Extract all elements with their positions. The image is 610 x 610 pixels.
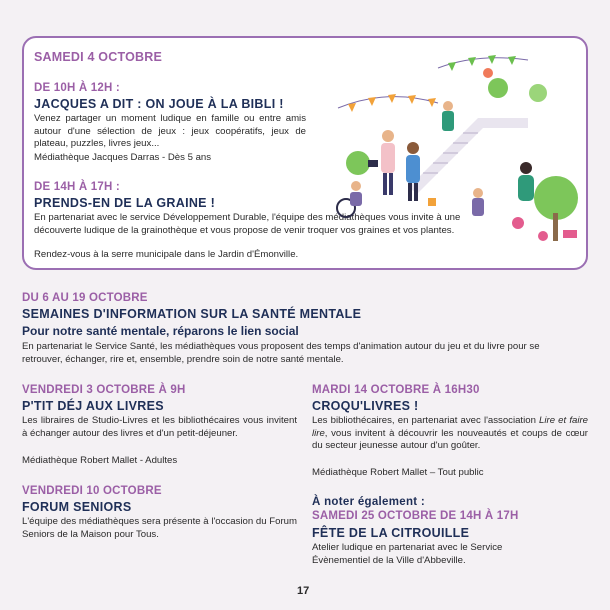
event2-time: DE 14H À 17H : xyxy=(34,181,120,193)
right-event1-desc-part1: Les bibliothécaires, en partenariat avec l'association xyxy=(312,415,536,426)
right-event1-title: CROQU'LIVRES ! xyxy=(312,399,419,413)
right-event1-desc-part2: , vous invitent à découvrir les nouveautés et coups de cœur du secteur jeunesse autour d'un goûter. xyxy=(312,427,588,451)
left-event1-description: Les libraires de Studio-Livres et les bibliothécaires vous invitent à échanger autour des livres et d'un petit-déjeuner. xyxy=(22,415,297,439)
event1-time: DE 10H À 12H : xyxy=(34,82,120,94)
left-event1-place: Médiathèque Robert Mallet - Adultes xyxy=(22,455,178,466)
box-date: SAMEDI 4 OCTOBRE xyxy=(34,50,162,64)
event2-description: En partenariat avec le service Développement Durable, l'équipe des médiathèques vous invite à une découverte ludique de la grainothèque et vous propose de venir troquer vos graines et vos plantes. xyxy=(34,212,461,236)
right-event1-place: Médiathèque Robert Mallet – Tout public xyxy=(312,467,484,478)
games-garden-illustration xyxy=(328,48,586,248)
event1-description: Venez partager un moment ludique en famille ou entre amis autour d'une sélection de jeux : jeux coopératifs, jeux de plateau, puzzles, livres jeux... xyxy=(34,113,306,149)
right-event2-description: Atelier ludique en partenariat avec le Service Évènementiel de la Ville d'Abbeville. xyxy=(312,542,503,566)
left-event1-title: P'TIT DÉJ AUX LIVRES xyxy=(22,399,164,413)
left-event2-title: FORUM SENIORS xyxy=(22,500,132,514)
event2-title: PRENDS-EN DE LA GRAINE ! xyxy=(34,196,216,210)
mental-health-subtitle: Pour notre santé mentale, réparons le lien social xyxy=(22,324,299,338)
right-event2-title: FÊTE DE LA CITROUILLE xyxy=(312,526,470,540)
left-event2-description: L'équipe des médiathèques sera présente à l'occasion du Forum Seniors de la Maison pour Tous. xyxy=(22,516,297,540)
mental-health-dates: DU 6 AU 19 OCTOBRE xyxy=(22,292,148,304)
right-event2-date: SAMEDI 25 OCTOBRE DE 14H À 17H xyxy=(312,510,519,522)
mental-health-description: En partenariat le Service Santé, les médiathèques vous proposent des temps d'animation autour du jeu et du livre pour se retrouver, échanger, rire et, ensemble, prendre soin de notre santé mentale. xyxy=(22,341,540,365)
saturday-event-box xyxy=(22,36,588,270)
note-label: À noter également : xyxy=(312,496,426,508)
right-event1-desc-italic: Lire et faire lire xyxy=(312,415,588,439)
right-event1-description xyxy=(312,415,588,453)
right-event1-date: MARDI 14 OCTOBRE À 16H30 xyxy=(312,384,480,396)
left-event1-date: VENDREDI 3 OCTOBRE À 9H xyxy=(22,384,186,396)
event1-title: JACQUES A DIT : ON JOUE À LA BIBLI ! xyxy=(34,97,284,111)
page-number: 17 xyxy=(297,585,310,597)
event1-place: Médiathèque Jacques Darras - Dès 5 ans xyxy=(34,152,212,163)
mental-health-title: SEMAINES D'INFORMATION SUR LA SANTÉ MENTALE xyxy=(22,307,362,321)
event2-place: Rendez-vous à la serre municipale dans le Jardin d'Émonville. xyxy=(34,249,299,260)
left-event2-date: VENDREDI 10 OCTOBRE xyxy=(22,485,162,497)
